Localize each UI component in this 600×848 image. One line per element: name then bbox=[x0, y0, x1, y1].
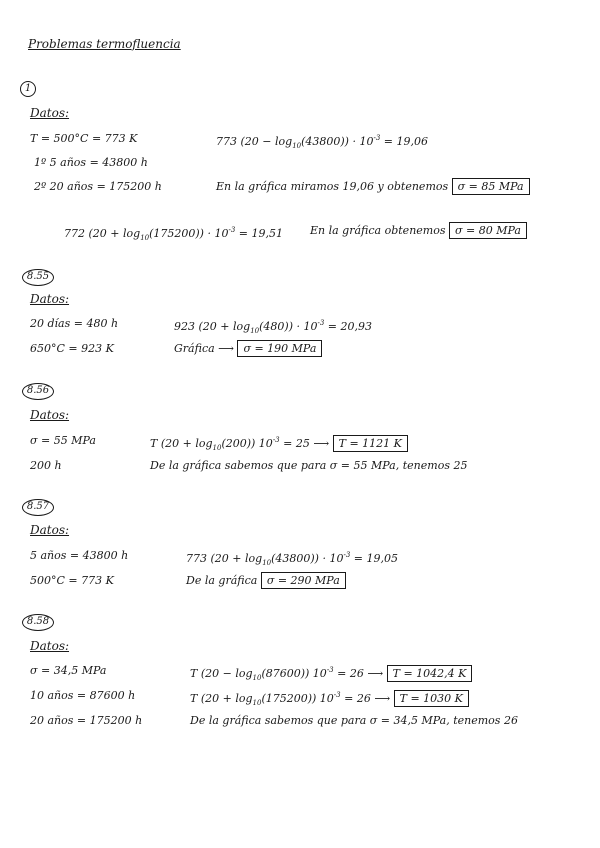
result-text: En la gráfica miramos 19,06 y obtenemos σ = 85 MPa bbox=[216, 180, 530, 193]
result-text: En la gráfica obtenemos σ = 80 MPa bbox=[310, 224, 527, 237]
equation: 773 $(20 + \log_{10}(43800)) \cdot 10^{-3} = 19,05$ bbox=[186, 551, 398, 567]
equation: T $(20 - \log_{10}(87600))$ $10^{-3} = 26$ ⟶ T = 1042,4 K bbox=[190, 664, 472, 685]
datos-label: Datos: bbox=[30, 408, 70, 422]
datos-label: Datos: bbox=[30, 639, 70, 653]
problem-number-badge: 8.58 bbox=[22, 614, 54, 631]
given-line: 5 años = 43800 h bbox=[30, 549, 129, 562]
given-line: 200 h bbox=[30, 459, 62, 472]
datos-label: Datos: bbox=[30, 106, 70, 120]
problem-number-badge: 8.55 bbox=[22, 269, 54, 286]
page-title: Problemas termofluencia bbox=[28, 37, 181, 51]
given-line: 500°C = 773 K bbox=[30, 574, 114, 587]
given-line: 650°C = 923 K bbox=[30, 342, 114, 355]
answer-box: T = 1121 K bbox=[333, 435, 408, 452]
problem-number-badge: 8.57 bbox=[22, 499, 54, 516]
given-line: σ = 55 MPa bbox=[30, 434, 96, 447]
equation: 773 $(20 - \log_{10}(43800)) \cdot 10^{-3} = 19,06$ bbox=[216, 134, 428, 150]
result-text: De la gráfica σ = 290 MPa bbox=[186, 574, 346, 587]
given-line: 20 años = 175200 h bbox=[30, 714, 143, 727]
answer-box: σ = 80 MPa bbox=[449, 222, 527, 239]
given-line: 10 años = 87600 h bbox=[30, 689, 136, 702]
datos-label: Datos: bbox=[30, 292, 70, 306]
given-line: 2º 20 años = 175200 h bbox=[34, 180, 162, 193]
given-line: T = 500°C = 773 K bbox=[30, 132, 138, 145]
answer-box: T = 1030 K bbox=[394, 690, 469, 707]
answer-box: T = 1042,4 K bbox=[387, 665, 473, 682]
result-text: De la gráfica sabemos que para σ = 34,5 MPa, tenemos 26 bbox=[190, 714, 518, 727]
equation: 923 $(20 + \log_{10}(480)) \cdot 10^{-3} = 20,93$ bbox=[174, 319, 372, 335]
equation: T $(20 + \log_{10}(175200))$ $10^{-3} = 26$ ⟶ T = 1030 K bbox=[190, 689, 469, 710]
result-text: De la gráfica sabemos que para σ = 55 MPa, tenemos 25 bbox=[150, 459, 468, 472]
equation: T $(20 + \log_{10}(200))$ $10^{-3} = 25$ ⟶ T = 1121 K bbox=[150, 434, 408, 455]
given-line: 1º 5 años = 43800 h bbox=[34, 156, 148, 169]
problem-number-badge: 8.56 bbox=[22, 383, 54, 400]
datos-label: Datos: bbox=[30, 523, 70, 537]
answer-box: σ = 290 MPa bbox=[261, 572, 346, 589]
given-line: σ = 34,5 MPa bbox=[30, 664, 107, 677]
equation: 772 $(20 + \log_{10}(175200)) \cdot 10^{-3} = 19,51$ bbox=[64, 226, 283, 242]
answer-box: σ = 190 MPa bbox=[237, 340, 322, 357]
answer-box: σ = 85 MPa bbox=[452, 178, 530, 195]
given-line: 20 días = 480 h bbox=[30, 317, 119, 330]
result-text: Gráfica ⟶ σ = 190 MPa bbox=[174, 342, 322, 355]
problem-number-badge: 1 bbox=[20, 81, 36, 97]
